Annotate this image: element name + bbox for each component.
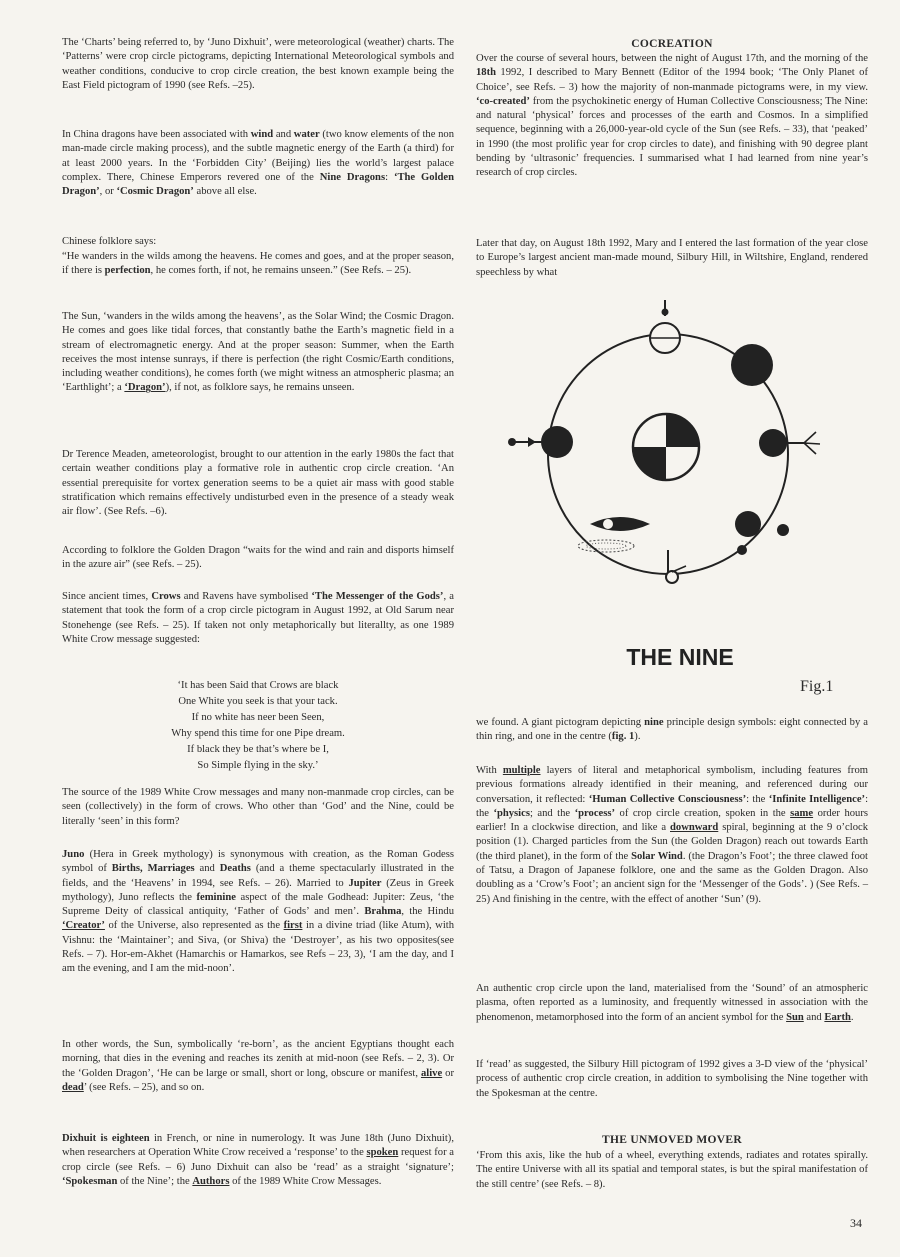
paragraph: Chinese folklore says:: [62, 236, 157, 247]
poem-line: So Simple flying in the sky.’: [197, 760, 319, 771]
paragraph: In China dragons have been associated with wind and water (two know elements of the non man-made circle making process), and the subtle magnetic energy of the Earth (a third) for at least 2000 years. In the ‘Forbidden City’ (Beijing) lies the world’s largest palace complex. There, Chinese Emperors revered one of the Nine Dragons: ‘The Golden Dragon’, or ‘Cosmic Dragon’ above all else.: [62, 129, 455, 198]
paragraph: ‘From this axis, like the hub of a wheel, everything extends, radiates and rotates spirally. The entire Universe with all its spatial and temporal states, is but the spiral manifestation of the still centre’ (see Refs. – 8).: [476, 1150, 868, 1190]
bottom-key-symbol: [666, 550, 686, 583]
section-heading: THE UNMOVED MOVER: [602, 1134, 742, 1146]
top-key-symbol: [650, 300, 680, 353]
figure-title: THE NINE: [626, 644, 734, 670]
poem-line: ‘It has been Said that Crows are black: [177, 680, 339, 691]
quote-paragraph: “He wanders in the wilds among the heavens. He comes and goes, and at the proper season, if there is perfection, he comes forth, if not, he remains unseen.” (See Refs. – 25).: [62, 251, 454, 277]
eye-symbol: [590, 517, 650, 531]
poem-line: If no white has neer been Seen,: [191, 712, 325, 723]
central-quartered-circle: [633, 414, 699, 480]
crow-poem: [62, 678, 454, 774]
paragraph: The ‘Charts’ being referred to, by ‘Juno Dixhuit’, were meteorological (weather) charts. The ‘Patterns’ were crop circle pictograms, depicting International Meteorological symbols and weather conditions, conducive to crop circle creation, the best known example being the East Field pictogram of 1990 (see Refs. –25).: [62, 37, 454, 91]
paragraph: The source of the 1989 White Crow messages and many non-manmade crop circles, can be seen (collectively) in the form of crows. Who other than ‘God’ and the Nine, could be literally ‘seen’ in this form?: [62, 787, 454, 827]
textured-blob: [578, 540, 634, 552]
page-number: 34: [850, 1216, 862, 1230]
paragraph: An authentic crop circle upon the land, materialised from the ‘Sound’ of an atmospheric plasma, often reported as a luminosity, and frequently witnessed in association with the phenomenon, metamorphosed into the form of an ancient symbol for the Sun and Earth.: [476, 983, 868, 1023]
poem-line: If black they be that’s where be I,: [187, 744, 329, 755]
paragraph: Dr Terence Meaden, ameteorologist, brought to our attention in the early 1980s the fact that certain weather conditions play a formative role in authentic crop circle creation. ‘An essential prerequisite for vortex generation seems to be a quiet air mass with good stable stratification which remains effectively undisturbed even in the presence of a steady weak air flow’. (See Refs. –6).: [62, 449, 454, 518]
section-heading: COCREATION: [631, 38, 713, 50]
poem-line: Why spend this time for one Pipe dream.: [171, 728, 345, 739]
dark-circle: [735, 511, 761, 537]
small-dark-circle: [777, 524, 789, 536]
paragraph: In other words, the Sun, symbolically ‘re-born’, as the ancient Egyptians thought each morning, that dies in the evening and reaches its zenith at mid-noon (see Refs. – 2, 3). Or the ‘Golden Dragon’, ‘He can be large or small, short or long, obscure or manifest, alive or dead’ (see Refs. – 25), and so on.: [62, 1039, 454, 1093]
paragraph: Juno (Hera in Greek mythology) is synonymous with creation, as the Roman Godess symbol of Births, Marriages and Deaths (and a theme spectacularly illustrated in the fields, and the ‘Heavens’ in 1994, see Refs. – 26). Married to Jupiter (Zeus in Greek mythology), Juno reflects the feminine aspect of the male Godhead: Jupiter: Zeus, ‘the Supreme Deity of classical antiquity, ‘Father of Gods’ and men’. Brahma, the Hindu ‘Creator’ of the Universe, also represented as the first in a divine triad (like Atum), with Vishnu: the ‘Maintainer’; and Siva, (or Shiva) the ‘Destroyer’, as his two opposites(see Refs. – 7). Hor-em-Akhet (Hamarchis or Hamarkos, see Refs – 23, 3), ‘I am the day, and I am the evening, and I am the mid-noon’.: [62, 849, 454, 975]
paragraph: According to folklore the Golden Dragon “waits for the wind and rain and disports himself in the azure air” (see Refs. – 25).: [62, 545, 454, 571]
dragon-foot-claw: [759, 429, 820, 457]
paragraph: we found. A giant pictogram depicting nine principle design symbols: eight connected by a thin ring, and one in the centre (fig. 1).: [476, 717, 869, 743]
nine-pictogram-figure: [490, 292, 830, 612]
large-dark-circle: [731, 344, 773, 386]
paragraph: Since ancient times, Crows and Ravens have symbolised ‘The Messenger of the Gods’, a statement that took the form of a crop circle pictogram in August 1992, at Old Sarum near Stonehenge (see Refs. – 25). If taken not only metaphorically but literallty, as one 1989 White Crow message suggested:: [62, 591, 455, 645]
paragraph: Over the course of several hours, between the night of August 17th, and the morning of the 18th 1992, I described to Mary Bennett (Editor of the 1994 book; ‘The Only Planet of Choice’, see Refs. – 3) how the majority of non-manmade pictograms were, in my view. ‘co-created’ from the psychokinetic energy of Human Collective Consciousness; The Nine: and natural ‘physical’ forces and processes of the earth and Cosmos. In a simplified sequence, beginning with a 26,000-year-old cycle of the Sun (see Refs. – 33), that ‘peaked’ in 1990 (the most prolific year for crop circles to date), and finishing with 90 degree plant bending by ‘ultrasonic’ frequencies. I summarised what I had learned from nine year’s research of crop circles.: [476, 53, 868, 179]
left-arrow-circle: [508, 426, 573, 458]
paragraph: Dixhuit is eighteen in French, or nine in numerology. It was June 18th (Juno Dixhuit), when researchers at Operation White Crow received a ‘response’ to the spoken request for a crop circle (see Refs. – 6) Juno Dixhuit can also be ‘read’ as a straight ‘signature’; ‘Spokesman of the Nine’; the Authors of the 1989 White Crow Messages.: [62, 1133, 454, 1187]
paragraph: If ‘read’ as suggested, the Silbury Hill pictogram of 1992 gives a 3-D view of the ‘physical’ process of authentic crop circle creation, in addition to symbolising the Nine together with the Spokesman at the centre.: [476, 1059, 868, 1099]
paragraph: The Sun, ‘wanders in the wilds among the heavens’, as the Solar Wind; the Cosmic Dragon. He comes and goes like tidal forces, that constantly bathe the Earth’s magnetic field in a stream of electromagnetic energy. And at the proper season: Summer, when the Earth receives the most intense sunrays, if there is perfection (the right Cosmic/Earth conditions, including weather conditions), he comes forth (we might witness an atmospheric plasma; an ‘Earthlight’; a ‘Dragon’), if not, as folklore says, he remains unseen.: [62, 311, 454, 394]
paragraph: With multiple layers of literal and metaphorical symbolism, including features from previous formations already identified in their meaning, and referenced during our conversation, it reflected: ‘Human Collective Consciousness’: the ‘Infinite Intelligence’: the ‘physics; and the ‘process’ of crop circle creation, spoken in the same order hours earlier! In a clockwise direction, and like a downward spiral, beginning at the 9 o’clock position (1). Charged particles from the Sun (the Golden Dragon) reach out towards Earth (the third planet), in the form of the Solar Wind. (the Dragon’s Foot’; the three clawed foot of Tatsu, a Dragon of Japanese folklore, one and the same as the Golden Dragon. Also doubling as a ‘Crow’s Foot’; an ancient sign for the ‘Messenger of the Gods’. ) (See Refs. – 25) And finishing in the centre, with the effect of another ‘Sun’ (9).: [476, 765, 869, 905]
small-dark-circle: [737, 545, 747, 555]
poem-line: One White you seek is that your tack.: [178, 696, 338, 707]
figure-label: Fig.1: [800, 678, 834, 695]
paragraph: Later that day, on August 18th 1992, Mary and I entered the last formation of the year close to Europe’s largest ancient man-made mound, Silbury Hill, in Wiltshire, England, rendered speechless by what: [476, 238, 868, 278]
